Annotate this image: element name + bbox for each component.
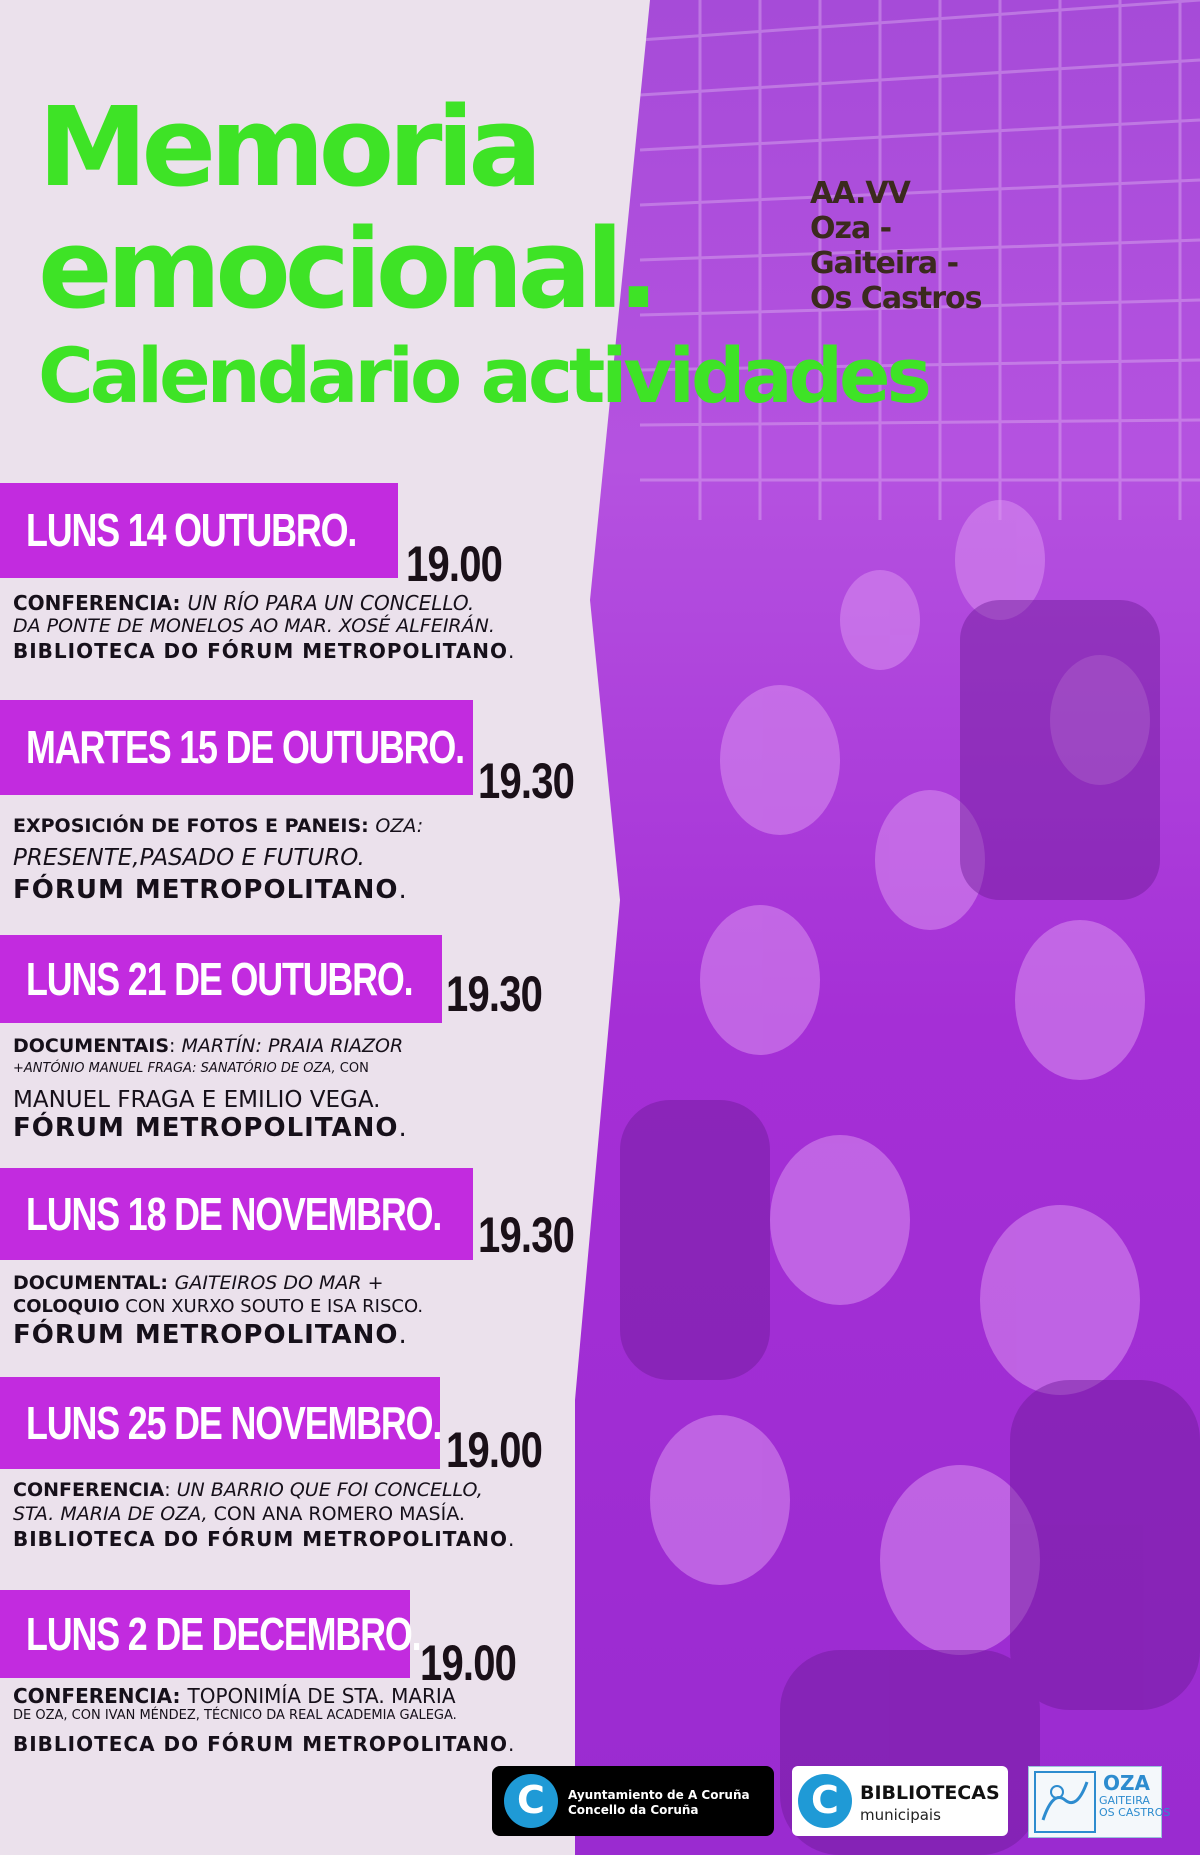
aavv-oza-logo [1028,1766,1171,1838]
event-time-value: 19.00 [446,1422,543,1478]
event-item [0,1168,720,1354]
event-text-segment: DA PONTE DE MONELOS AO MAR. XOSÉ ALFEIRÁN. [13,615,495,637]
concello-line-2: Concello da Coruña [568,1803,699,1817]
event-text-segment: . [508,639,516,663]
bibliotecas-line-1: BIBLIOTECAS [860,1782,1000,1804]
event-text-segment: . [398,1320,408,1350]
event-description-line [13,1087,381,1113]
event-text-segment: FÓRUM METROPOLITANO [13,1320,399,1350]
bibliotecas-emblem-icon: C [798,1774,852,1828]
event-description-line [13,591,474,615]
event-text-segment: CONFERENCIA [13,1479,165,1501]
event-time [406,535,526,593]
event-text-segment: +ANTÓNIO MANUEL FRAGA: SANATÓRIO DE OZA, [13,1061,340,1076]
event-description-line [13,1035,403,1057]
event-date-banner [0,1377,440,1469]
event-text-segment: TOPONIMÍA DE STA. MARIA [187,1684,456,1708]
event-text-segment: CONFERENCIA: [13,591,188,615]
event-description-line [13,1684,456,1708]
event-date-banner [0,700,473,795]
event-text-segment: BIBLIOTECA DO FÓRUM METROPOLITANO [13,639,509,663]
event-time-value: 19.30 [446,966,543,1022]
association-line: Os Castros [810,281,982,316]
concello-line-1: Ayuntamiento de A Coruña [568,1788,750,1802]
event-date-banner [0,1590,421,1678]
event-description-line [13,1708,457,1723]
title-line-3: Calendario actividades [38,331,928,420]
oza-emblem-icon [1033,1770,1097,1834]
event-time [446,1421,566,1479]
event-time [478,752,598,810]
event-description-line [13,1527,515,1551]
bibliotecas-logo [792,1766,1008,1836]
event-description-line [13,1320,408,1350]
event-date-banner [0,483,398,578]
event-date: LUNS 2 DE DECEMBRO. [26,1608,421,1660]
event-description-line [13,1272,384,1294]
event-time-value: 19.00 [406,536,503,592]
event-text-segment: DE OZA, CON IVAN MÉNDEZ, TÉCNICO DA REAL ACADEMIA GALEGA. [13,1708,457,1723]
association-line: Gaiteira - [810,246,959,281]
event-text-segment: . [508,1527,516,1551]
event-text-segment: : [164,1479,177,1501]
event-text-segment: PRESENTE,PASADO E FUTURO. [13,845,365,871]
event-date: LUNS 25 DE NOVEMBRO. [26,1397,442,1449]
oza-title: OZA [1103,1771,1150,1795]
event-description-line [13,1479,483,1501]
event-date: LUNS 21 DE OUTUBRO. [26,953,413,1005]
event-time-value: 19.00 [420,1635,517,1691]
event-text-segment: CON [339,1061,369,1076]
event-description-line [13,1113,408,1143]
event-date: MARTES 15 DE OUTUBRO. [26,721,464,773]
event-text-segment: MARTÍN: PRAIA RIAZOR [181,1035,404,1057]
event-item [0,700,720,915]
event-date-banner [0,935,442,1023]
event-description-line [13,815,423,837]
event-text-segment: STA. MARIA DE OZA, [13,1503,208,1525]
event-text-segment: COLOQUIO [13,1296,120,1317]
event-date: LUNS 14 OUTUBRO. [26,504,357,556]
event-text-segment: EXPOSICIÓN DE FOTOS E PANEIS: [13,815,376,837]
event-text-segment: UN RÍO PARA UN CONCELLO. [187,591,475,615]
association-line: AA.VV [810,176,910,211]
association-name [810,176,982,316]
event-text-segment: OZA: [375,815,424,837]
event-text-segment: MANUEL FRAGA E EMILIO VEGA. [13,1087,381,1113]
sponsor-logos [0,1762,1200,1842]
event-date: LUNS 18 DE NOVEMBRO. [26,1188,442,1240]
event-text-segment: CONFERENCIA: [13,1684,188,1708]
concello-emblem-icon: C [504,1774,558,1828]
event-time-value: 19.30 [478,753,575,809]
event-date-banner [0,1168,473,1260]
bibliotecas-line-2: municipais [860,1806,941,1824]
event-description-line [13,845,365,871]
event-text-segment: . [398,875,408,905]
event-item [0,935,720,1149]
oza-subtitle: GAITEIRA OS CASTROS [1099,1794,1171,1819]
event-description-line [13,639,515,663]
event-text-segment: UN BARRIO QUE FOI CONCELLO, [176,1479,483,1501]
event-text-segment: . [398,1113,408,1143]
event-text-segment: CON ANA ROMERO MASÍA. [207,1503,465,1525]
title-line-2: emocional. [38,205,654,333]
event-text-segment: CON XURXO SOUTO E ISA RISCO. [119,1296,424,1317]
event-description-line [13,1296,423,1317]
event-description-line [13,1061,369,1076]
event-item [0,1377,720,1561]
event-text-segment: BIBLIOTECA DO FÓRUM METROPOLITANO [13,1527,509,1551]
event-text-segment: DOCUMENTAIS [13,1035,170,1057]
event-description-line [13,875,408,905]
event-text-segment: : [169,1035,182,1057]
title-line-1: Memoria [38,83,537,211]
concello-coruna-logo [492,1766,774,1836]
event-item [0,1590,720,1766]
event-text-segment: FÓRUM METROPOLITANO [13,875,399,905]
event-description-line [13,1732,515,1756]
event-text-segment: DOCUMENTAL: [13,1272,175,1294]
event-time [446,965,566,1023]
event-text-segment: GAITEIROS DO MAR + [174,1272,384,1294]
event-text-segment: BIBLIOTECA DO FÓRUM METROPOLITANO [13,1732,509,1756]
event-text-segment: FÓRUM METROPOLITANO [13,1113,399,1143]
event-time-value: 19.30 [478,1207,575,1263]
association-line: Oza - [810,211,892,246]
event-description-line [13,615,495,637]
event-description-line [13,1503,465,1525]
event-item [0,483,720,673]
event-text-segment: . [508,1732,516,1756]
event-time [478,1206,598,1264]
